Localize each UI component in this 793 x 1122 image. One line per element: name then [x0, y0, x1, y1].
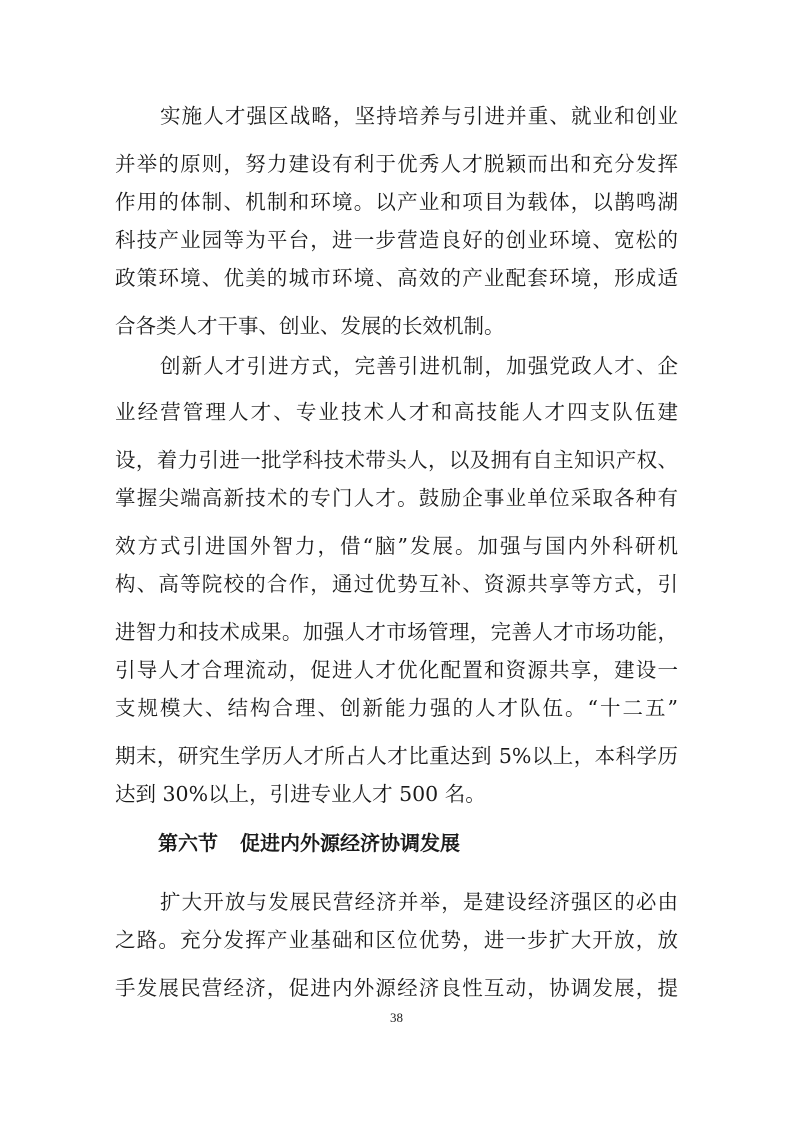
text-line: 进智力和技术成果。加强人才市场管理，完善人才市场功能， — [115, 620, 678, 644]
section-heading — [158, 823, 460, 863]
text-line: 扩大开放与发展民营经济并举，是建设经济强区的必由 — [160, 890, 678, 914]
text-line: 之路。充分发挥产业基础和区位优势，进一步扩大开放，放 — [115, 928, 678, 952]
text-line: 创新人才引进方式，完善引进机制，加强党政人才、企 — [160, 354, 678, 378]
text-line: 构、高等院校的合作，通过优势互补、资源共享等方式，引 — [115, 572, 678, 596]
text-line: 并举的原则，努力建设有利于优秀人才脱颖而出和充分发挥 — [115, 152, 678, 176]
section-title: 促进内外源经济协调发展 — [240, 831, 460, 855]
text-line: 期末，研究生学历人才所占人才比重达到 5%以上，本科学历 — [115, 744, 678, 768]
text-line: 效方式引进国外智力，借“脑”发展。加强与国内外科研机 — [115, 534, 678, 558]
text-line: 实施人才强区战略，坚持培养与引进并重、就业和创业 — [160, 104, 678, 128]
text-line: 作用的体制、机制和环境。以产业和项目为载体，以鹊鸣湖 — [115, 190, 678, 214]
text-line: 引导人才合理流动，促进人才优化配置和资源共享，建设一 — [115, 658, 678, 682]
text-line: 达到 30%以上，引进专业人才 500 名。 — [115, 782, 486, 806]
text-line: 支规模大、结构合理、创新能力强的人才队伍。“十二五” — [115, 696, 678, 720]
text-line: 掌握尖端高新技术的专门人才。鼓励企事业单位采取各种有 — [115, 486, 678, 510]
text-line: 合各类人才干事、创业、发展的长效机制。 — [115, 314, 505, 338]
text-line: 设，着力引进一批学科技术带头人，以及拥有自主知识产权、 — [115, 448, 678, 472]
page-number: 38 — [390, 1010, 403, 1025]
section-number: 第六节 — [158, 831, 218, 855]
text-line: 政策环境、优美的城市环境、高效的产业配套环境，形成适 — [115, 266, 678, 290]
text-line: 科技产业园等为平台，进一步营造良好的创业环境、宽松的 — [115, 228, 678, 252]
text-line: 业经营管理人才、专业技术人才和高技能人才四支队伍建 — [115, 400, 678, 424]
text-line: 手发展民营经济，促进内外源经济良性互动，协调发展，提 — [115, 976, 678, 1000]
